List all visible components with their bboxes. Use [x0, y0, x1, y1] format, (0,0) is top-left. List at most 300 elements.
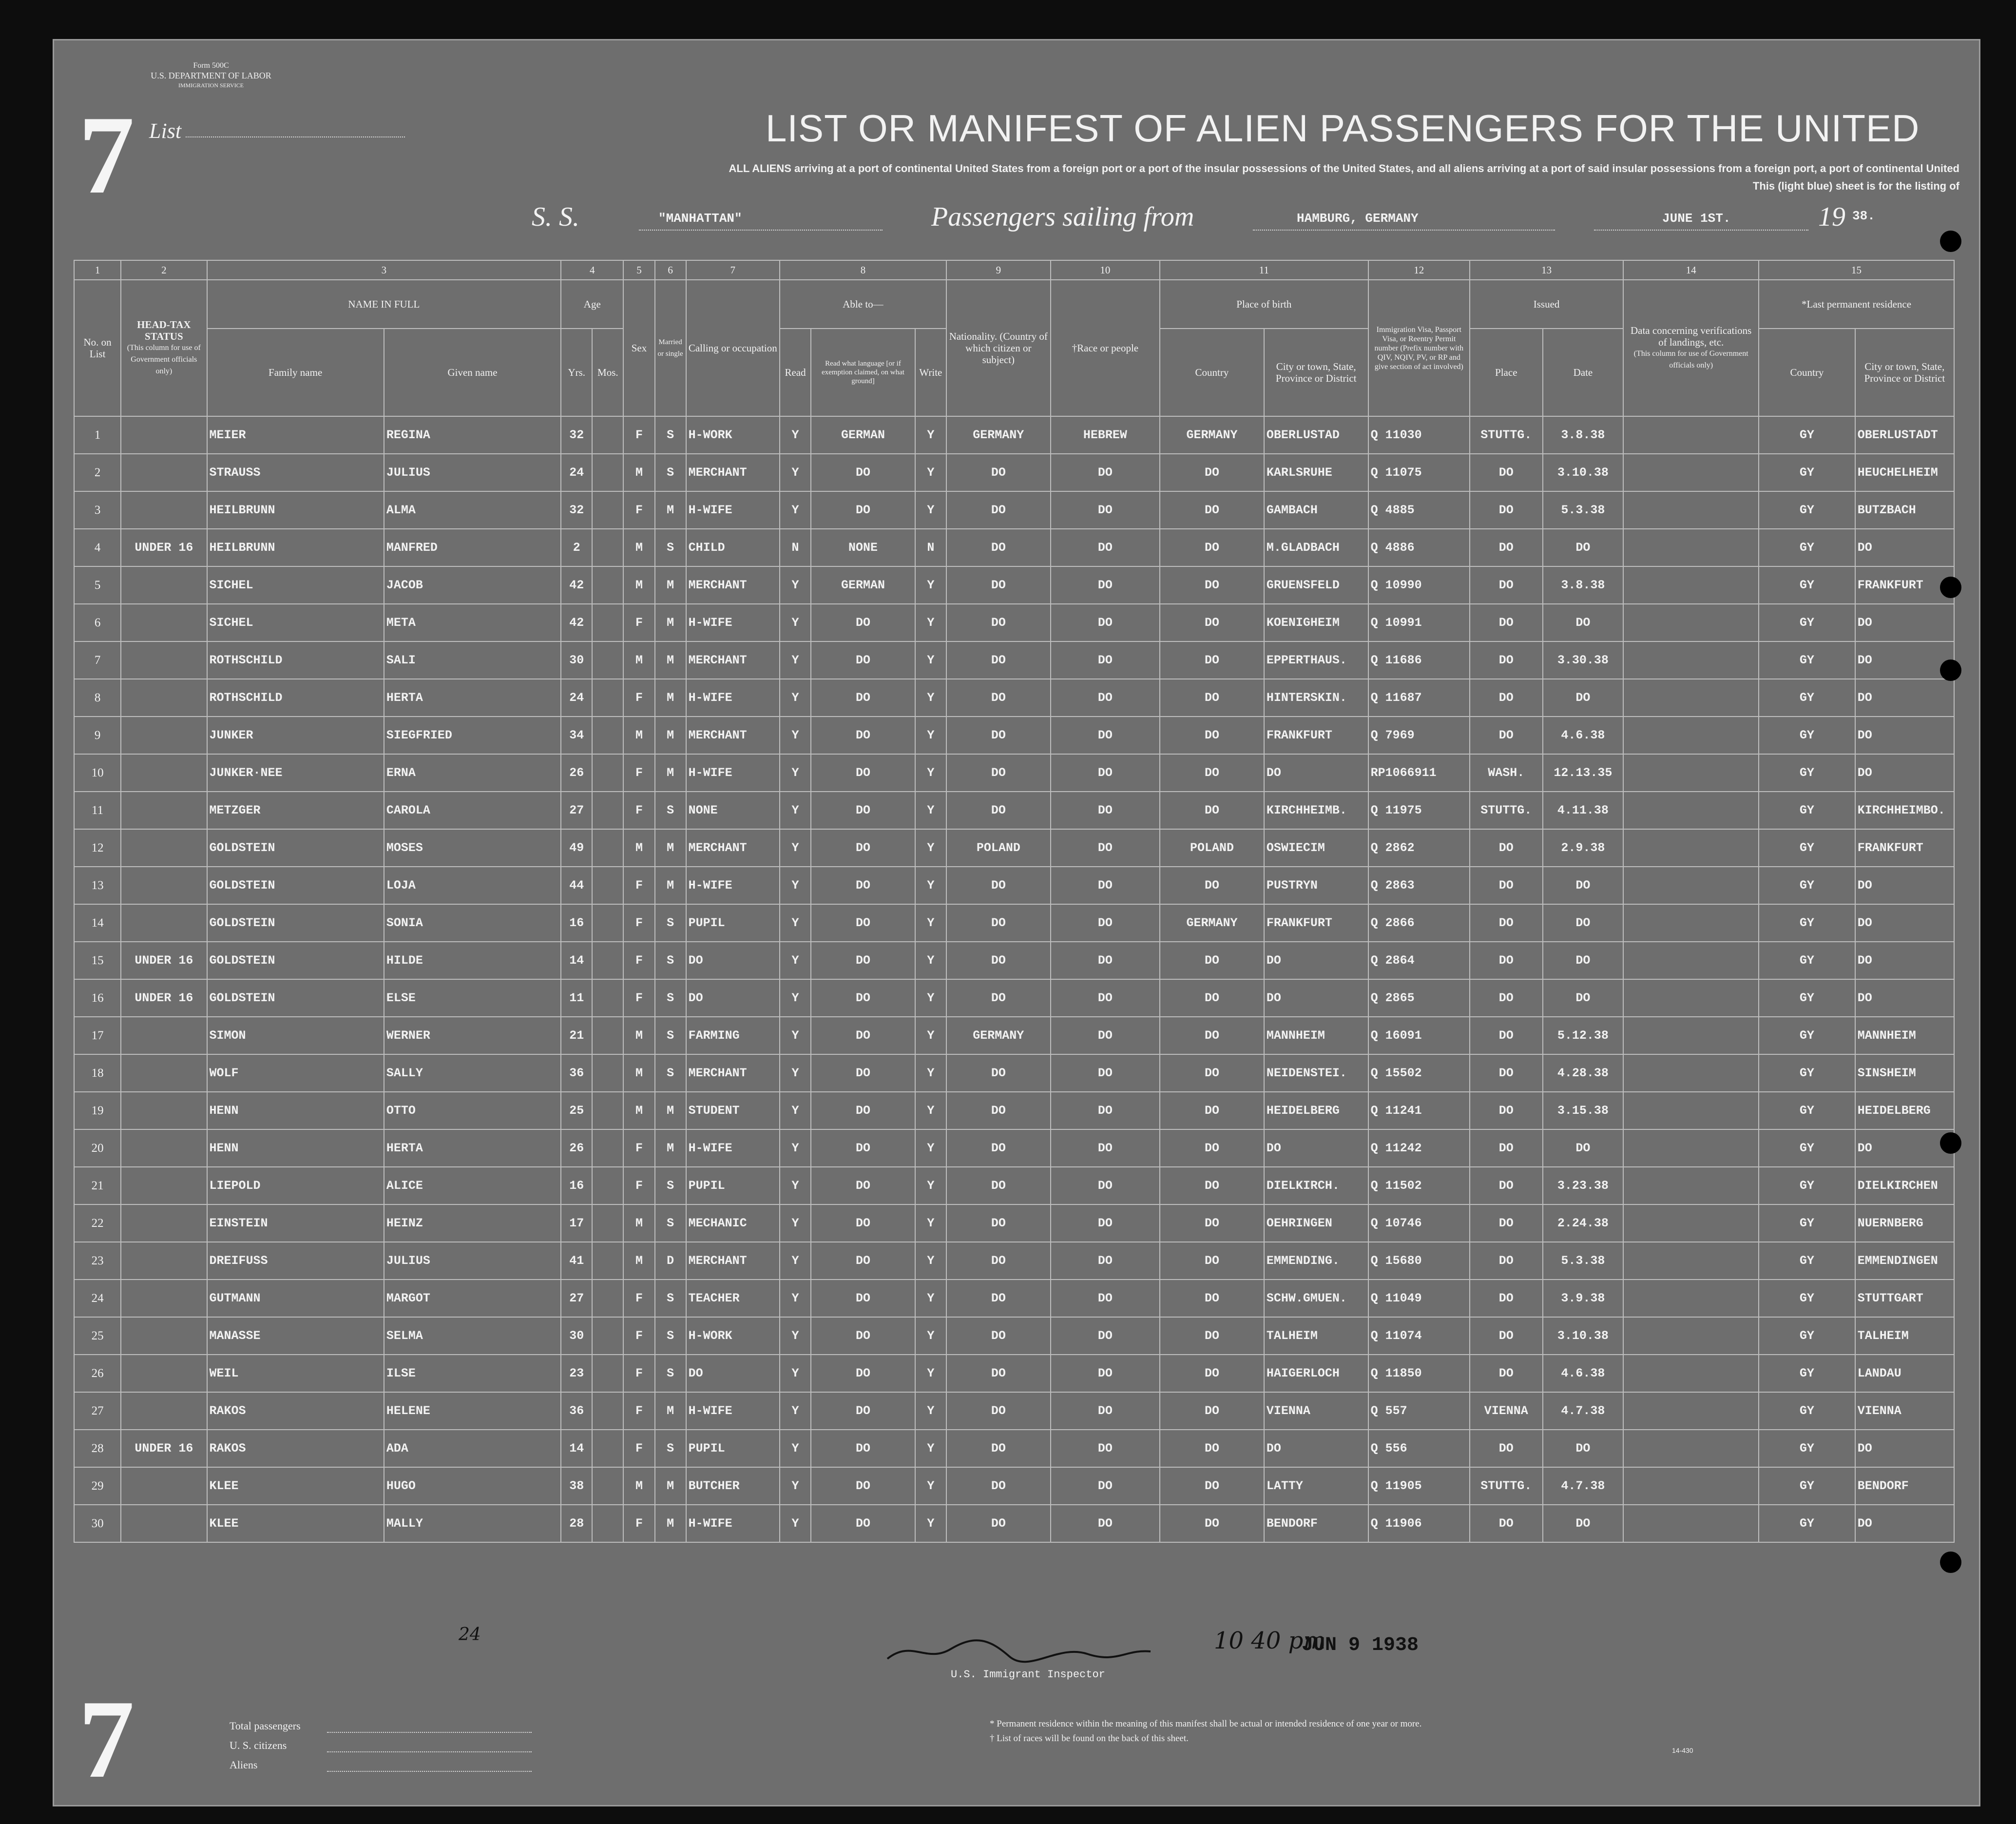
residence-city-cell: DO — [1855, 604, 1954, 641]
age-months-cell — [592, 754, 623, 792]
read-cell: Y — [780, 604, 811, 641]
family-name-cell: WEIL — [207, 1355, 384, 1392]
nationality-cell: DO — [946, 1054, 1051, 1092]
sex-cell: M — [623, 1204, 654, 1242]
age-months-cell — [592, 979, 623, 1017]
list-number-cell: 27 — [74, 1392, 121, 1430]
given-name-cell: ELSE — [384, 979, 561, 1017]
occupation-cell: H-WIFE — [686, 679, 780, 717]
language-cell: DO — [811, 942, 915, 979]
residence-country-cell: GY — [1759, 1280, 1855, 1317]
given-name-cell: OTTO — [384, 1092, 561, 1129]
issued-date-cell: 5.3.38 — [1543, 1242, 1624, 1280]
language-cell: DO — [811, 679, 915, 717]
family-name-cell: STRAUSS — [207, 454, 384, 491]
marital-status-cell: M — [655, 491, 686, 529]
head-tax-cell — [121, 604, 207, 641]
language-cell: DO — [811, 1204, 915, 1242]
marital-status-cell: M — [655, 1467, 686, 1505]
issued-place-cell: VIENNA — [1470, 1392, 1543, 1430]
head-tax-cell — [121, 1317, 207, 1355]
col-number: 15 — [1759, 260, 1954, 280]
sex-cell: F — [623, 1167, 654, 1204]
form-number: Form 500C — [193, 61, 229, 70]
occupation-cell: PUPIL — [686, 904, 780, 942]
language-cell: DO — [811, 1505, 915, 1542]
residence-city-cell: DO — [1855, 979, 1954, 1017]
given-name-cell: ERNA — [384, 754, 561, 792]
birth-country-cell: DO — [1160, 867, 1264, 904]
head-tax-cell — [121, 1505, 207, 1542]
marital-status-cell: S — [655, 904, 686, 942]
issued-date-cell: 12.13.35 — [1543, 754, 1624, 792]
residence-country-cell: GY — [1759, 904, 1855, 942]
issued-date-cell: DO — [1543, 1505, 1624, 1542]
age-months-cell — [592, 529, 623, 566]
birth-country-cell: DO — [1160, 1017, 1264, 1054]
given-name-cell: HUGO — [384, 1467, 561, 1505]
residence-city-cell: SINSHEIM — [1855, 1054, 1954, 1092]
nationality-cell: DO — [946, 679, 1051, 717]
birth-city-cell: GRUENSFELD — [1264, 566, 1368, 604]
visa-number-cell: Q 11075 — [1368, 454, 1470, 491]
visa-number-cell: Q 2863 — [1368, 867, 1470, 904]
col-number: 5 — [623, 260, 654, 280]
read-cell: Y — [780, 1392, 811, 1430]
read-cell: Y — [780, 1129, 811, 1167]
birth-country-cell: DO — [1160, 717, 1264, 754]
age-years-cell: 14 — [561, 1430, 592, 1467]
header-birth-country: Country — [1160, 329, 1264, 416]
verification-cell — [1623, 1017, 1759, 1054]
language-cell: DO — [811, 491, 915, 529]
given-name-cell: HERTA — [384, 679, 561, 717]
head-tax-title: HEAD-TAX STATUS — [137, 319, 191, 342]
head-tax-cell — [121, 1129, 207, 1167]
issued-date-cell: DO — [1543, 529, 1624, 566]
issued-place-cell: DO — [1470, 904, 1543, 942]
residence-country-cell: GY — [1759, 1167, 1855, 1204]
nationality-cell: DO — [946, 1355, 1051, 1392]
residence-city-cell: VIENNA — [1855, 1392, 1954, 1430]
write-cell: Y — [915, 416, 946, 454]
read-cell: Y — [780, 1317, 811, 1355]
passenger-row — [74, 1017, 1954, 1054]
family-name-cell: SIMON — [207, 1017, 384, 1054]
occupation-cell: DO — [686, 1355, 780, 1392]
passenger-row — [74, 641, 1954, 679]
header-issued-place: Place — [1470, 329, 1543, 416]
sex-cell: F — [623, 1317, 654, 1355]
given-name-cell: SIEGFRIED — [384, 717, 561, 754]
age-years-cell: 27 — [561, 792, 592, 829]
write-cell: Y — [915, 1467, 946, 1505]
age-years-cell: 17 — [561, 1204, 592, 1242]
visa-number-cell: Q 11049 — [1368, 1280, 1470, 1317]
verification-cell — [1623, 867, 1759, 904]
occupation-cell: MERCHANT — [686, 1054, 780, 1092]
family-name-cell: GOLDSTEIN — [207, 979, 384, 1017]
sex-cell: F — [623, 604, 654, 641]
verification-cell — [1623, 1430, 1759, 1467]
age-months-cell — [592, 1017, 623, 1054]
marital-status-cell: S — [655, 1430, 686, 1467]
age-months-cell — [592, 942, 623, 979]
write-cell: Y — [915, 1054, 946, 1092]
family-name-cell: GOLDSTEIN — [207, 867, 384, 904]
year-prefix: 19 — [1818, 202, 1845, 232]
header-race: †Race or people — [1051, 280, 1160, 416]
race-cell: DO — [1051, 1430, 1160, 1467]
residence-country-cell: GY — [1759, 1129, 1855, 1167]
occupation-cell: PUPIL — [686, 1167, 780, 1204]
visa-number-cell: Q 15502 — [1368, 1054, 1470, 1092]
birth-city-cell: VIENNA — [1264, 1392, 1368, 1430]
read-cell: Y — [780, 867, 811, 904]
header-issued-date: Date — [1543, 329, 1624, 416]
given-name-cell: HILDE — [384, 942, 561, 979]
visa-number-cell: Q 11241 — [1368, 1092, 1470, 1129]
nationality-cell: DO — [946, 566, 1051, 604]
language-cell: DO — [811, 641, 915, 679]
birth-country-cell: DO — [1160, 1129, 1264, 1167]
sex-cell: F — [623, 491, 654, 529]
issued-date-cell: 4.7.38 — [1543, 1392, 1624, 1430]
page-count: 24 — [459, 1625, 481, 1645]
manifest-sheet — [53, 39, 1980, 1806]
visa-number-cell: Q 7969 — [1368, 717, 1470, 754]
write-cell: Y — [915, 1392, 946, 1430]
occupation-cell: DO — [686, 979, 780, 1017]
date-stamp: JUN 9 1938 — [1302, 1634, 1419, 1656]
residence-country-cell: GY — [1759, 454, 1855, 491]
issued-date-cell: 3.9.38 — [1543, 1280, 1624, 1317]
nationality-cell: DO — [946, 1092, 1051, 1129]
birth-city-cell: SCHW.GMUEN. — [1264, 1280, 1368, 1317]
family-name-cell: HENN — [207, 1129, 384, 1167]
verification-cell — [1623, 717, 1759, 754]
list-number-cell: 10 — [74, 754, 121, 792]
verification-cell — [1623, 454, 1759, 491]
write-cell: Y — [915, 904, 946, 942]
passenger-row — [74, 829, 1954, 867]
issued-place-cell: WASH. — [1470, 754, 1543, 792]
list-number: 7 — [78, 93, 134, 217]
passenger-rows — [74, 416, 1954, 1542]
race-cell: DO — [1051, 979, 1160, 1017]
family-name-cell: GOLDSTEIN — [207, 904, 384, 942]
issued-date-cell: 2.24.38 — [1543, 1204, 1624, 1242]
issued-place-cell: DO — [1470, 529, 1543, 566]
head-tax-cell — [121, 1242, 207, 1280]
visa-number-cell: Q 11687 — [1368, 679, 1470, 717]
issued-date-cell: DO — [1543, 679, 1624, 717]
sex-cell: F — [623, 1505, 654, 1542]
family-name-cell: JUNKER·NEE — [207, 754, 384, 792]
visa-number-cell: Q 11906 — [1368, 1505, 1470, 1542]
age-months-cell — [592, 1242, 623, 1280]
language-cell: DO — [811, 604, 915, 641]
list-number-cell: 14 — [74, 904, 121, 942]
language-cell: DO — [811, 454, 915, 491]
list-number-cell: 23 — [74, 1242, 121, 1280]
list-number-cell: 5 — [74, 566, 121, 604]
head-tax-cell — [121, 867, 207, 904]
sex-cell: M — [623, 454, 654, 491]
age-years-cell: 16 — [561, 1167, 592, 1204]
age-years-cell: 14 — [561, 942, 592, 979]
list-number-cell: 15 — [74, 942, 121, 979]
issued-date-cell: 3.30.38 — [1543, 641, 1624, 679]
birth-city-cell: HAIGERLOCH — [1264, 1355, 1368, 1392]
race-cell: DO — [1051, 717, 1160, 754]
issued-place-cell: DO — [1470, 604, 1543, 641]
verification-cell — [1623, 829, 1759, 867]
visa-number-cell: Q 11975 — [1368, 792, 1470, 829]
header-no-on-list: No. on List — [74, 280, 121, 416]
issued-place-cell: DO — [1470, 1317, 1543, 1355]
issued-date-cell: DO — [1543, 1129, 1624, 1167]
read-cell: Y — [780, 1355, 811, 1392]
occupation-cell: H-WIFE — [686, 867, 780, 904]
header-last-residence: *Last permanent residence — [1759, 280, 1954, 329]
header-head-tax — [121, 280, 207, 416]
marital-status-cell: S — [655, 1355, 686, 1392]
age-months-cell — [592, 416, 623, 454]
nationality-cell: DO — [946, 604, 1051, 641]
passenger-row — [74, 529, 1954, 566]
head-tax-cell — [121, 416, 207, 454]
issued-place-cell: STUTTG. — [1470, 1467, 1543, 1505]
passenger-row — [74, 1430, 1954, 1467]
header-family-name: Family name — [207, 329, 384, 416]
age-years-cell: 42 — [561, 566, 592, 604]
language-cell: DO — [811, 1242, 915, 1280]
residence-country-cell: GY — [1759, 1204, 1855, 1242]
residence-country-cell: GY — [1759, 717, 1855, 754]
residence-city-cell: LANDAU — [1855, 1355, 1954, 1392]
age-months-cell — [592, 1467, 623, 1505]
given-name-cell: HERTA — [384, 1129, 561, 1167]
issued-place-cell: DO — [1470, 829, 1543, 867]
birth-city-cell: KARLSRUHE — [1264, 454, 1368, 491]
age-months-cell — [592, 1092, 623, 1129]
form-identifier — [133, 61, 289, 90]
given-name-cell: MALLY — [384, 1505, 561, 1542]
nationality-cell: DO — [946, 1317, 1051, 1355]
language-cell: DO — [811, 1129, 915, 1167]
age-months-cell — [592, 792, 623, 829]
col-number: 6 — [655, 260, 686, 280]
write-cell: Y — [915, 1355, 946, 1392]
birth-country-cell: DO — [1160, 1467, 1264, 1505]
family-name-cell: SICHEL — [207, 566, 384, 604]
residence-country-cell: GY — [1759, 1317, 1855, 1355]
birth-country-cell: DO — [1160, 529, 1264, 566]
col-number: 3 — [207, 260, 561, 280]
residence-city-cell: STUTTGART — [1855, 1280, 1954, 1317]
nationality-cell: DO — [946, 792, 1051, 829]
family-name-cell: KLEE — [207, 1505, 384, 1542]
language-cell: DO — [811, 1092, 915, 1129]
verification-cell — [1623, 1467, 1759, 1505]
birth-city-cell: OEHRINGEN — [1264, 1204, 1368, 1242]
birth-city-cell: LATTY — [1264, 1467, 1368, 1505]
us-citizens-label: U. S. citizens — [230, 1739, 287, 1751]
residence-country-cell: GY — [1759, 491, 1855, 529]
residence-city-cell: DO — [1855, 529, 1954, 566]
issued-place-cell: STUTTG. — [1470, 792, 1543, 829]
race-cell: DO — [1051, 1317, 1160, 1355]
age-months-cell — [592, 491, 623, 529]
header-given-name: Given name — [384, 329, 561, 416]
sex-cell: M — [623, 1242, 654, 1280]
residence-country-cell: GY — [1759, 1017, 1855, 1054]
nationality-cell: GERMANY — [946, 416, 1051, 454]
residence-city-cell: DO — [1855, 1430, 1954, 1467]
header-read-language: Read what language [or if exemption claimed, on what ground] — [811, 329, 915, 416]
race-cell: DO — [1051, 1392, 1160, 1430]
residence-country-cell: GY — [1759, 1467, 1855, 1505]
family-name-cell: GUTMANN — [207, 1280, 384, 1317]
birth-city-cell: GAMBACH — [1264, 491, 1368, 529]
age-months-cell — [592, 1204, 623, 1242]
write-cell: Y — [915, 717, 946, 754]
header-calling: Calling or occupation — [686, 280, 780, 416]
given-name-cell: REGINA — [384, 416, 561, 454]
residence-city-cell: DO — [1855, 1129, 1954, 1167]
read-cell: Y — [780, 566, 811, 604]
visa-number-cell: Q 10991 — [1368, 604, 1470, 641]
nationality-cell: DO — [946, 1505, 1051, 1542]
occupation-cell: H-WORK — [686, 416, 780, 454]
list-number-cell: 22 — [74, 1204, 121, 1242]
residence-city-cell: DO — [1855, 754, 1954, 792]
total-line — [327, 1732, 532, 1733]
birth-city-cell: DO — [1264, 979, 1368, 1017]
occupation-cell: MERCHANT — [686, 1242, 780, 1280]
issued-date-cell: 4.6.38 — [1543, 717, 1624, 754]
language-cell: DO — [811, 717, 915, 754]
write-cell: Y — [915, 829, 946, 867]
residence-country-cell: GY — [1759, 942, 1855, 979]
list-number-cell: 24 — [74, 1280, 121, 1317]
occupation-cell: H-WORK — [686, 1317, 780, 1355]
subtitle-line-1: ALL ALIENS arriving at a port of continental United States from a foreign port or a port of the insular possessions of the United States, and all aliens arriving at a port of said insular possessions from a foreign port, a port of continental United — [729, 162, 1959, 175]
race-cell: DO — [1051, 829, 1160, 867]
head-tax-cell — [121, 491, 207, 529]
write-cell: Y — [915, 1167, 946, 1204]
sex-cell: M — [623, 529, 654, 566]
head-tax-cell — [121, 1467, 207, 1505]
visa-number-cell: Q 4886 — [1368, 529, 1470, 566]
given-name-cell: SALI — [384, 641, 561, 679]
read-cell: Y — [780, 717, 811, 754]
residence-country-cell: GY — [1759, 604, 1855, 641]
age-months-cell — [592, 1392, 623, 1430]
race-cell: DO — [1051, 904, 1160, 942]
title-subtext — [410, 160, 1959, 195]
language-cell: DO — [811, 979, 915, 1017]
residence-country-cell: GY — [1759, 754, 1855, 792]
list-number-cell: 3 — [74, 491, 121, 529]
age-months-cell — [592, 867, 623, 904]
family-name-cell: JUNKER — [207, 717, 384, 754]
nationality-cell: GERMANY — [946, 1017, 1051, 1054]
verification-cell — [1623, 1167, 1759, 1204]
issued-place-cell: DO — [1470, 566, 1543, 604]
marital-status-cell: S — [655, 529, 686, 566]
department-name: U.S. DEPARTMENT OF LABOR — [151, 71, 271, 80]
header-verifications — [1623, 280, 1759, 416]
birth-city-cell: FRANKFURT — [1264, 904, 1368, 942]
sex-cell: M — [623, 717, 654, 754]
sex-cell: F — [623, 416, 654, 454]
occupation-cell: MERCHANT — [686, 641, 780, 679]
marital-status-cell: M — [655, 867, 686, 904]
residence-city-cell: FRANKFURT — [1855, 829, 1954, 867]
residence-country-cell: GY — [1759, 1392, 1855, 1430]
birth-country-cell: DO — [1160, 1505, 1264, 1542]
read-cell: Y — [780, 754, 811, 792]
given-name-cell: WERNER — [384, 1017, 561, 1054]
nationality-cell: DO — [946, 491, 1051, 529]
verification-cell — [1623, 904, 1759, 942]
residence-city-cell: NUERNBERG — [1855, 1204, 1954, 1242]
visa-number-cell: RP1066911 — [1368, 754, 1470, 792]
residence-city-cell: HEIDELBERG — [1855, 1092, 1954, 1129]
list-number-cell: 21 — [74, 1167, 121, 1204]
age-months-cell — [592, 641, 623, 679]
occupation-cell: STUDENT — [686, 1092, 780, 1129]
sex-cell: M — [623, 1054, 654, 1092]
occupation-cell: TEACHER — [686, 1280, 780, 1317]
issued-date-cell: 5.3.38 — [1543, 491, 1624, 529]
visa-number-cell: Q 556 — [1368, 1430, 1470, 1467]
header-birth-city: City or town, State, Province or District — [1264, 329, 1368, 416]
signature-scribble — [883, 1634, 1155, 1669]
residence-city-cell: DO — [1855, 867, 1954, 904]
residence-city-cell: DO — [1855, 1505, 1954, 1542]
age-years-cell: 23 — [561, 1355, 592, 1392]
birth-city-cell: EMMENDING. — [1264, 1242, 1368, 1280]
residence-city-cell: DO — [1855, 904, 1954, 942]
ship-prefix: S. S. — [532, 202, 579, 232]
header-yrs: Yrs. — [561, 329, 592, 416]
occupation-cell: H-WIFE — [686, 1392, 780, 1430]
read-cell: Y — [780, 1017, 811, 1054]
given-name-cell: HEINZ — [384, 1204, 561, 1242]
race-cell: DO — [1051, 679, 1160, 717]
issued-date-cell: DO — [1543, 867, 1624, 904]
head-tax-cell — [121, 754, 207, 792]
issued-place-cell: STUTTG. — [1470, 416, 1543, 454]
residence-city-cell: KIRCHHEIMBO. — [1855, 792, 1954, 829]
nationality-cell: POLAND — [946, 829, 1051, 867]
age-months-cell — [592, 1280, 623, 1317]
occupation-cell: FARMING — [686, 1017, 780, 1054]
read-cell: N — [780, 529, 811, 566]
verification-cell — [1623, 491, 1759, 529]
given-name-cell: ILSE — [384, 1355, 561, 1392]
visa-number-cell: Q 11030 — [1368, 416, 1470, 454]
occupation-cell: MERCHANT — [686, 566, 780, 604]
birth-country-cell: DO — [1160, 1242, 1264, 1280]
write-cell: Y — [915, 1505, 946, 1542]
col-number: 10 — [1051, 260, 1160, 280]
list-number-cell: 20 — [74, 1129, 121, 1167]
issued-place-cell: DO — [1470, 1505, 1543, 1542]
